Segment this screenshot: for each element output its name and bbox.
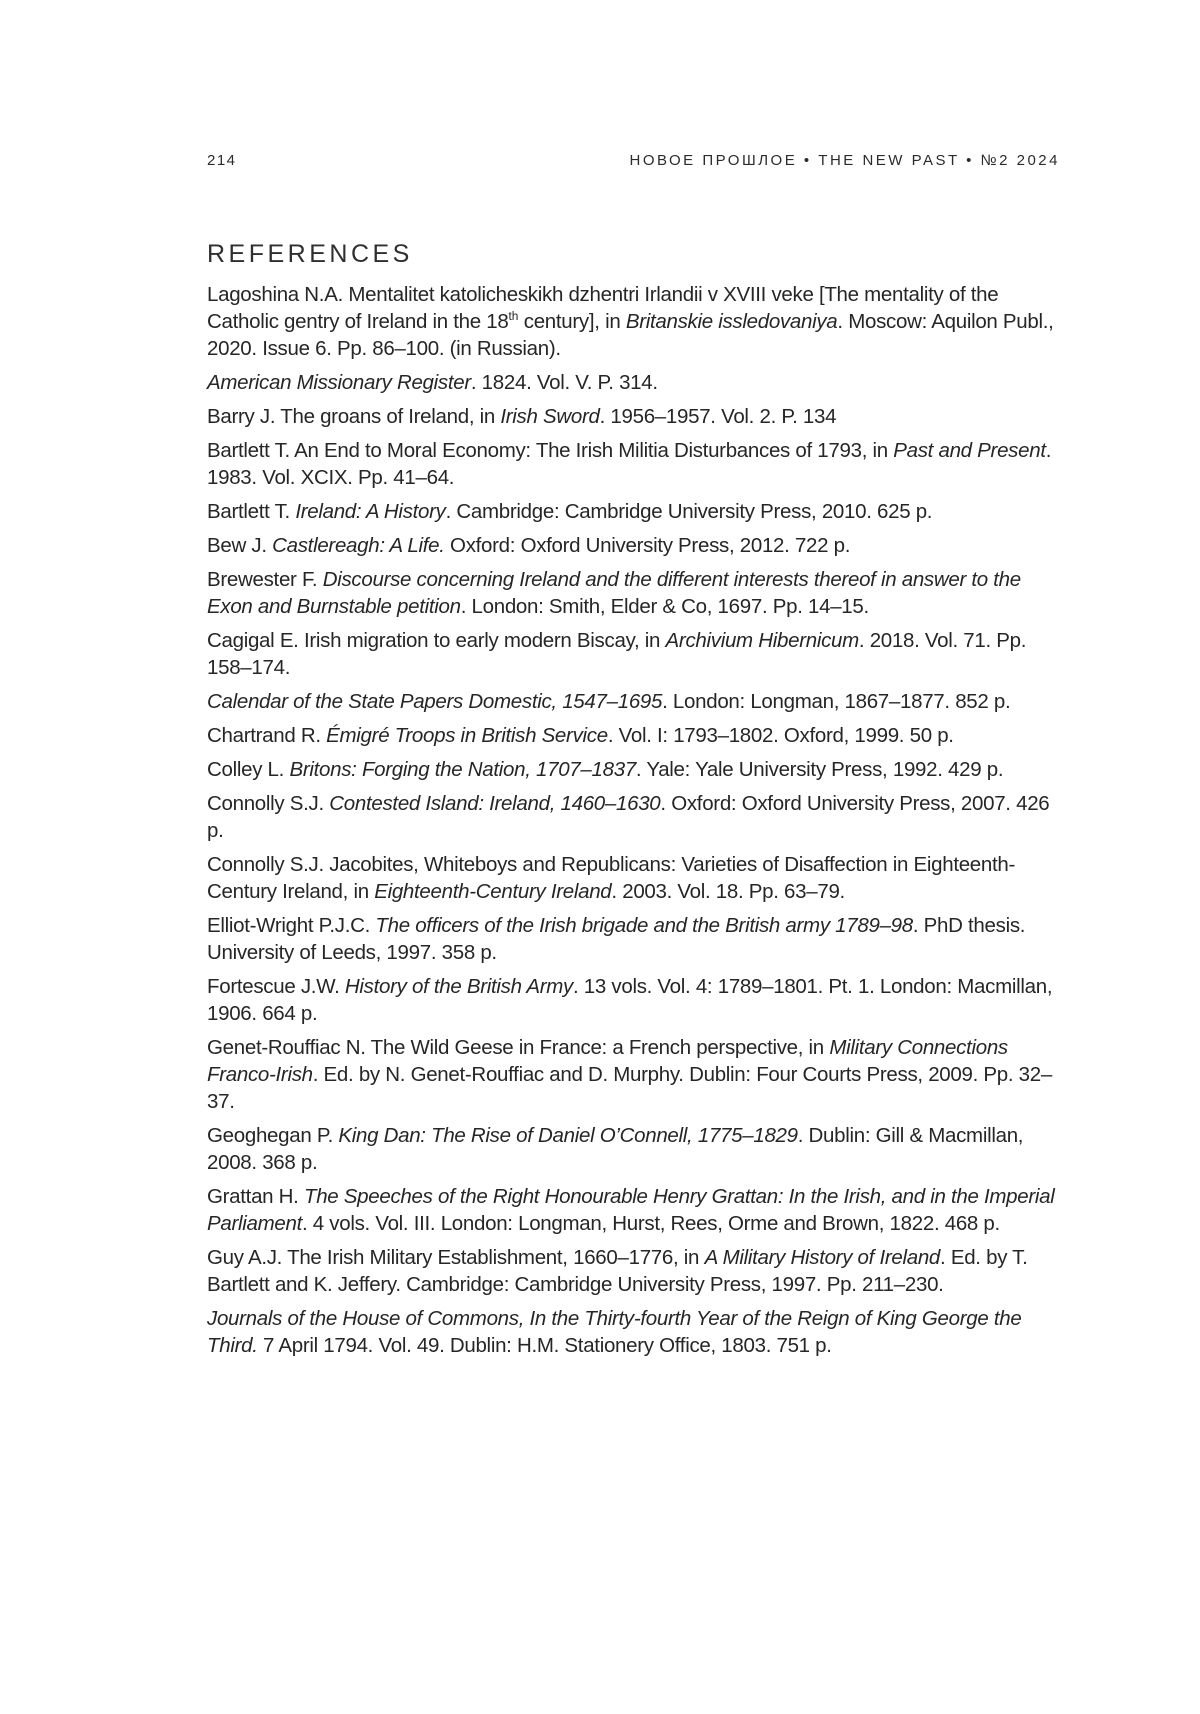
reference-segment-roman: century], in bbox=[518, 310, 626, 333]
reference-segment-roman: Brewester F. bbox=[207, 568, 323, 591]
reference-segment-roman: . 13 vols. Vol. 4: 1789–1801. Pt. 1. London: Macmillan, 1906. 664 p. bbox=[207, 975, 1053, 1025]
reference-segment-roman: 7 April 1794. Vol. 49. Dublin: H.M. Stationery Office, 1803. 751 p. bbox=[257, 1334, 832, 1357]
reference-segment-italic: Contested Island: Ireland, 1460–1630 bbox=[329, 792, 661, 815]
reference-entry bbox=[207, 532, 1055, 559]
section-heading: REFERENCES bbox=[207, 240, 413, 268]
reference-entry bbox=[207, 851, 1055, 905]
reference-segment-roman: Bew J. bbox=[207, 534, 273, 557]
reference-segment-italic: Calendar of the State Papers Domestic, 1547–1695 bbox=[207, 690, 663, 713]
reference-segment-italic: Irish Sword bbox=[500, 405, 600, 428]
reference-segment-italic: Past and Present bbox=[893, 439, 1046, 462]
reference-segment-roman: . 4 vols. Vol. III. London: Longman, Hurst, Rees, Orme and Brown, 1822. 468 p. bbox=[302, 1212, 1000, 1235]
reference-segment-roman: . London: Longman, 1867–1877. 852 p. bbox=[662, 690, 1011, 713]
journal-title: НОВОЕ ПРОШЛОЕ • THE NEW PAST • №2 2024 bbox=[629, 152, 1060, 169]
reference-segment-roman: Connolly S.J. bbox=[207, 792, 330, 815]
reference-segment-roman: . Vol. I: 1793–1802. Oxford, 1999. 50 p. bbox=[607, 724, 954, 747]
reference-segment-roman: . Cambridge: Cambridge University Press, 2010. 625 p. bbox=[445, 500, 933, 523]
reference-segment-roman: . Oxford: Oxford University Press, 2007. 426 p. bbox=[207, 792, 1050, 842]
reference-entry bbox=[207, 627, 1055, 681]
reference-entry bbox=[207, 688, 1055, 715]
reference-segment-sup: th bbox=[508, 309, 519, 324]
reference-segment-roman: . Ed. by N. Genet-Rouffiac and D. Murphy. Dublin: Four Courts Press, 2009. Pp. 32–37. bbox=[207, 1063, 1052, 1113]
reference-segment-roman: . London: Smith, Elder & Co, 1697. Pp. 14–15. bbox=[460, 595, 869, 618]
page-header bbox=[207, 152, 1060, 169]
reference-entry bbox=[207, 1244, 1055, 1298]
reference-segment-italic: Eighteenth-Century Ireland bbox=[374, 880, 612, 903]
reference-segment-roman: . Moscow: Aquilon Publ., 2020. Issue 6. Pp. 86–100. (in Russian). bbox=[207, 310, 1054, 360]
reference-segment-roman: Oxford: Oxford University Press, 2012. 722 p. bbox=[444, 534, 851, 557]
reference-segment-italic: Britons: Forging the Nation, 1707–1837 bbox=[289, 758, 636, 781]
reference-entry bbox=[207, 369, 1055, 396]
reference-segment-italic: The officers of the Irish brigade and the British army 1789–98 bbox=[375, 914, 913, 937]
reference-segment-italic: A Military History of Ireland bbox=[704, 1246, 941, 1269]
reference-segment-italic: American Missionary Register bbox=[207, 371, 471, 394]
reference-segment-roman: . 2003. Vol. 18. Pp. 63–79. bbox=[611, 880, 845, 903]
reference-segment-italic: Britanskie issledovaniya bbox=[625, 310, 838, 333]
reference-segment-italic: Ireland: A History bbox=[295, 500, 446, 523]
reference-segment-roman: Colley L. bbox=[207, 758, 290, 781]
reference-segment-roman: . 1956–1957. Vol. 2. P. 134 bbox=[599, 405, 837, 428]
reference-entry bbox=[207, 756, 1055, 783]
reference-segment-italic: Military Connections Franco-Irish bbox=[207, 1036, 1008, 1086]
reference-segment-roman: Connolly S.J. Jacobites, Whiteboys and Republicans: Varieties of Disaffection in Eighteenth-Century Ireland, in bbox=[207, 853, 1016, 903]
reference-entry bbox=[207, 281, 1055, 362]
reference-segment-roman: Bartlett T. An End to Moral Economy: The Irish Militia Disturbances of 1793, in bbox=[207, 439, 894, 462]
reference-entry bbox=[207, 566, 1055, 620]
reference-entry bbox=[207, 437, 1055, 491]
reference-segment-roman: Cagigal E. Irish migration to early modern Biscay, in bbox=[207, 629, 666, 652]
reference-segment-roman: . PhD thesis. University of Leeds, 1997. 358 p. bbox=[207, 914, 1026, 964]
reference-segment-roman: . 1983. Vol. XCIX. Pp. 41–64. bbox=[207, 439, 1052, 489]
reference-segment-roman: Lagoshina N.A. Mentalitet katolicheskikh dzhentri Irlandii v XVIII veke [The mentality of the Catholic gentry of Ireland in the 18 bbox=[207, 283, 999, 333]
page-number: 214 bbox=[207, 152, 237, 169]
reference-segment-italic: King Dan: The Rise of Daniel O’Connell, 1775–1829 bbox=[338, 1124, 798, 1147]
reference-entry bbox=[207, 722, 1055, 749]
reference-segment-roman: . Dublin: Gill & Macmillan, 2008. 368 p. bbox=[207, 1124, 1024, 1174]
reference-segment-roman: Fortescue J.W. bbox=[207, 975, 345, 998]
reference-segment-italic: Journals of the House of Commons, In the Thirty-fourth Year of the Reign of King George the Third. bbox=[207, 1307, 1022, 1357]
reference-entry bbox=[207, 1305, 1055, 1359]
reference-segment-roman: Grattan H. bbox=[207, 1185, 304, 1208]
references-list bbox=[207, 281, 1055, 1366]
reference-segment-roman: Genet-Rouffiac N. The Wild Geese in France: a French perspective, in bbox=[207, 1036, 830, 1059]
reference-segment-italic: The Speeches of the Right Honourable Henry Grattan: In the Irish, and in the Imperial Parliament bbox=[207, 1185, 1055, 1235]
reference-entry bbox=[207, 1034, 1055, 1115]
reference-entry bbox=[207, 912, 1055, 966]
reference-segment-roman: Barry J. The groans of Ireland, in bbox=[207, 405, 501, 428]
reference-segment-italic: Émigré Troops in British Service bbox=[326, 724, 608, 747]
reference-entry bbox=[207, 1122, 1055, 1176]
reference-entry bbox=[207, 403, 1055, 430]
reference-entry bbox=[207, 1183, 1055, 1237]
reference-segment-roman: . 2018. Vol. 71. Pp. 158–174. bbox=[207, 629, 1027, 679]
reference-segment-italic: Discourse concerning Ireland and the different interests thereof in answer to the Exon and Burnstable petition bbox=[207, 568, 1021, 618]
reference-segment-roman: Bartlett T. bbox=[207, 500, 296, 523]
reference-segment-roman: . 1824. Vol. V. P. 314. bbox=[470, 371, 658, 394]
reference-segment-roman: . Ed. by T. Bartlett and K. Jeffery. Cambridge: Cambridge University Press, 1997. Pp. 211–230. bbox=[207, 1246, 1028, 1296]
reference-entry bbox=[207, 498, 1055, 525]
reference-segment-roman: Guy A.J. The Irish Military Establishment, 1660–1776, in bbox=[207, 1246, 705, 1269]
reference-entry bbox=[207, 973, 1055, 1027]
reference-entry bbox=[207, 790, 1055, 844]
reference-segment-roman: Elliot-Wright P.J.C. bbox=[207, 914, 376, 937]
reference-segment-italic: History of the British Army bbox=[344, 975, 573, 998]
reference-segment-roman: . Yale: Yale University Press, 1992. 429 p. bbox=[635, 758, 1004, 781]
reference-segment-italic: Archivium Hibernicum bbox=[665, 629, 859, 652]
reference-segment-italic: Castlereagh: A Life. bbox=[272, 534, 445, 557]
reference-segment-roman: Geoghegan P. bbox=[207, 1124, 339, 1147]
reference-segment-roman: Chartrand R. bbox=[207, 724, 327, 747]
